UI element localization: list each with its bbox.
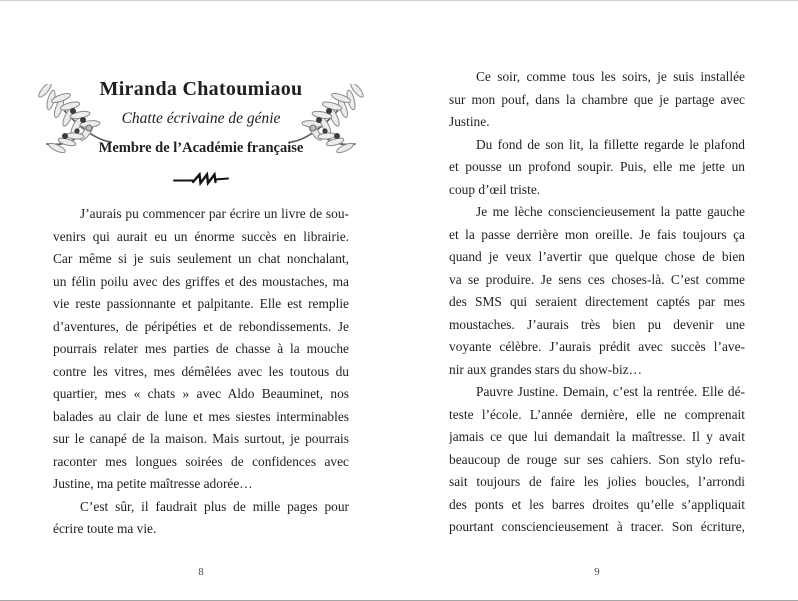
text-line: pourtant consciencieusement à tracer. Son écriture, [449,519,745,534]
text-line: raconter mes longues soirées de confidences avec [53,453,349,469]
text-line: quartier, mes « chats » avec Aldo Beauminet, nos [53,386,349,401]
squiggle-divider-icon [53,171,349,192]
text-line: voyante célèbre. J’aurais prédit avec succès l’ave- [449,339,745,354]
text-line: Justine, ma petite maîtresse adorée… [53,476,253,491]
page-number: 8 [198,566,204,578]
text-line: des ponts et les barres droites qu’elle s’appliquait [449,496,745,512]
text-line: moustaches. J’aurais très bien pu devenir une [449,316,745,332]
text-line: écrire toute ma vie. [53,521,157,536]
text-line: venirs qui aurait eu un énorme succès en librairie. [53,228,349,244]
text-line: pourrais relater mes parties de chasse à la mouche [53,341,349,356]
text-line: Ce soir, comme tous les soirs, je suis installée [476,69,745,84]
text-line: des SMS qui seraient directement captés par mes [449,294,745,309]
text-line: d’aventures, de péripéties et de rebondissements. Je [53,318,349,334]
text-line: Du fond de son lit, la fillette regarde le plafond [476,136,745,152]
author-subtitle: Chatte écrivaine de génie [121,110,281,127]
text-line: un félin poilu avec des griffes et des moustaches, ma [53,273,349,289]
page-text [53,203,349,541]
text-line: sur le canapé de la maison. Mais surtout, je pourrais [53,431,349,446]
text-line: Justine. [449,114,490,129]
author-name: Miranda Chatoumiaou [99,78,303,100]
text-line: J’aurais pu commencer par écrire un livre de sou- [80,206,349,221]
page-number: 9 [594,566,600,578]
text-line: teste l’école. L’année dernière, elle ne comprenait [449,406,745,422]
author-affiliation: Membre de l’Académie française [98,140,304,156]
text-line: contre les vitres, mes démêlées avec les toutous du [53,363,349,379]
text-line: Car même si je suis seulement un chat nonchalant, [53,251,349,266]
text-line: vie reste passionnante et palpitante. Elle est remplie [53,296,349,311]
right-page [449,0,745,601]
text-line: Pauvre Justine. Demain, c’est la rentrée. Elle dé- [476,384,745,399]
text-line: coup d’œil triste. [449,181,541,197]
text-line: balades au clair de lune et mes siestes interminables [53,408,349,424]
text-line: va se produire. Je sens ces choses-là. C’est comme [449,271,745,287]
text-line: C’est sûr, il faudrait plus de mille pages pour [80,498,349,514]
text-line: sur mon pouf, dans la chambre que je partage avec [449,91,745,107]
text-line: sait toujours de faire les jolies boucles, l’arrondi [449,474,745,489]
text-line: et pousse un profond soupir. Puis, elle me jette un [449,159,745,174]
text-line: quand je veux l’avertir que quelque chose de bien [449,249,745,264]
text-line: et la passe derrière mon oreille. Je fais toujours ça [449,226,745,242]
page-text [449,66,745,539]
text-line: nir aux grandes stars du show-biz… [449,361,643,377]
left-page [53,0,349,601]
text-line: Je me lèche consciencieusement la patte gauche [476,204,745,219]
text-line: jamais ce que lui demandait la maîtresse. Il y avait [449,429,745,444]
text-line: beaucoup de rouge sur ses cahiers. Son stylo refu- [449,451,745,467]
